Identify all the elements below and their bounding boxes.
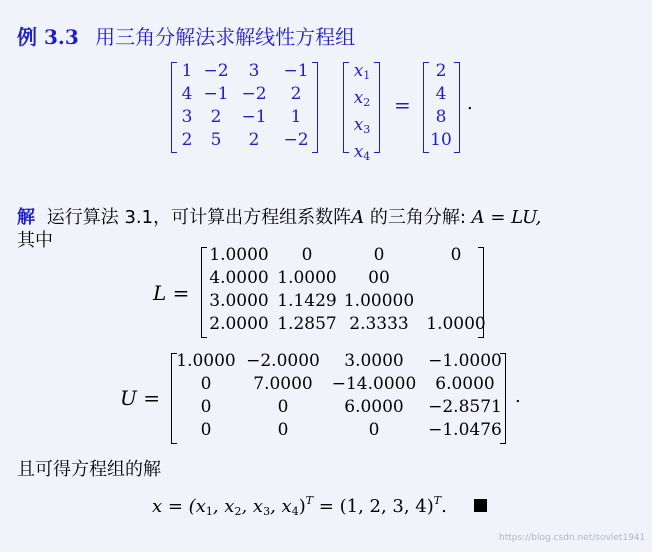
matL-cell: 2.0000: [209, 314, 269, 334]
matrix-a-right-bracket: [312, 62, 318, 153]
solution-label: 解: [17, 207, 35, 228]
lu-equation: A = LU,: [471, 207, 542, 228]
matA-cell: 2: [290, 84, 302, 104]
matA-cell: −1: [283, 61, 309, 81]
matU-cell: 1.0000: [176, 351, 236, 371]
vector-b-right-bracket: [454, 62, 460, 153]
watermark: https://blog.csdn.net/sovlet1941: [499, 533, 646, 543]
equals-sign: =: [394, 93, 411, 117]
matL-cell: 0: [301, 245, 313, 265]
matA-cell: 3: [181, 107, 193, 127]
matU-cell: 0: [277, 397, 289, 417]
matL-cell: 3.0000: [209, 291, 269, 311]
matL-cell: 0: [373, 245, 385, 265]
matrix-l: [206, 244, 496, 336]
matU-cell: 0: [200, 420, 212, 440]
sub-2: 2: [234, 505, 242, 518]
vector-x-entry: $x_3$: [353, 115, 371, 136]
solution-text-3: 其中: [17, 230, 53, 251]
matU-cell: 0: [277, 420, 289, 440]
matrix-u: [172, 350, 508, 442]
comma-x-2: , x: [212, 496, 235, 517]
matU-cell: 6.0000: [344, 397, 404, 417]
matU-cell: 0: [200, 397, 212, 417]
matA-cell: −2: [241, 84, 267, 104]
example-title: 用三角分解法求解线性方程组: [95, 25, 356, 49]
l-label: L =: [153, 281, 190, 305]
matA-cell: 2: [248, 130, 260, 150]
matrix-a: [176, 60, 318, 152]
u-period: .: [515, 386, 521, 407]
matA-cell: −2: [203, 61, 229, 81]
u-label: U =: [120, 386, 160, 410]
matL-cell: 1.1429: [277, 291, 337, 311]
matU-cell: −1.0000: [428, 351, 502, 371]
matL-cell: 1.00000: [343, 291, 415, 311]
comma-x-3: , x: [241, 496, 264, 517]
matU-cell: 7.0000: [253, 374, 313, 394]
matU-cell: −2.8571: [428, 397, 502, 417]
matA-cell: 2: [181, 130, 193, 150]
solution-text-1: 运行算法 3.1，可计算出方程组系数阵: [46, 207, 352, 228]
comma-x-4: , x: [270, 496, 292, 517]
final-solution: [152, 494, 447, 518]
matA-cell: 1: [181, 61, 193, 81]
example-label: 例 3.3: [17, 25, 79, 49]
matU-cell: 0: [200, 374, 212, 394]
matA-cell: 4: [181, 84, 193, 104]
matL-cell: 4.0000: [209, 268, 269, 288]
vector-b-entry: 8: [435, 107, 447, 127]
final-lhs: x = (x: [152, 496, 206, 517]
matU-cell: 0: [368, 420, 380, 440]
vector-x: [348, 60, 376, 168]
matL-cell: 1.0000: [426, 314, 486, 334]
vector-b-entry: 2: [435, 61, 447, 81]
matA-cell: 3: [248, 61, 260, 81]
sub-4: 4: [291, 505, 299, 518]
matL-cell: 2.3333: [349, 314, 409, 334]
vector-b-entry: 4: [435, 84, 447, 104]
vector-b: [428, 60, 454, 152]
vector-x-entry: $x_4$: [353, 142, 371, 163]
matL-cell: 0: [450, 245, 462, 265]
matU-cell: 3.0000: [344, 351, 404, 371]
matA-cell: −2: [283, 130, 309, 150]
matA-cell: −1: [241, 107, 267, 127]
matrix-u-right-bracket: [500, 353, 506, 444]
matL-cell: 00: [368, 268, 390, 288]
solution-text-4: 且可得方程组的解: [17, 459, 161, 480]
example-heading: [17, 21, 355, 50]
system-period: .: [467, 93, 473, 114]
matU-cell: −2.0000: [246, 351, 320, 371]
a-variable: A: [351, 207, 365, 228]
matL-cell: 1.2857: [277, 314, 337, 334]
vector-x-entry: $x_1$: [353, 61, 371, 82]
matrix-l-right-bracket: [478, 247, 484, 338]
final-period: .: [441, 496, 447, 517]
sub-1: 1: [205, 505, 213, 518]
matA-cell: 5: [210, 130, 222, 150]
matL-cell: 1.0000: [277, 268, 337, 288]
close-paren: ): [298, 496, 306, 517]
matL-cell: [416, 290, 496, 313]
transpose-1: T: [305, 494, 314, 507]
matU-cell: 6.0000: [435, 374, 495, 394]
solution-text-2: 的三角分解:: [369, 207, 466, 228]
matU-cell: −14.0000: [331, 374, 417, 394]
matL-cell: 1.0000: [209, 245, 269, 265]
sub-3: 3: [263, 505, 271, 518]
matL-cell: [416, 267, 496, 290]
solution-values: = (1, 2, 3, 4): [313, 496, 434, 517]
qed-square-icon: [474, 499, 487, 512]
matA-cell: 1: [290, 107, 302, 127]
vector-x-right-bracket: [374, 62, 380, 153]
transpose-2: T: [433, 494, 442, 507]
matA-cell: 2: [210, 107, 222, 127]
vector-x-entry: $x_2$: [353, 88, 371, 109]
matA-cell: −1: [203, 84, 229, 104]
solution-line-1: [17, 203, 541, 229]
matU-cell: −1.0476: [428, 420, 502, 440]
vector-b-entry: 10: [430, 130, 452, 150]
